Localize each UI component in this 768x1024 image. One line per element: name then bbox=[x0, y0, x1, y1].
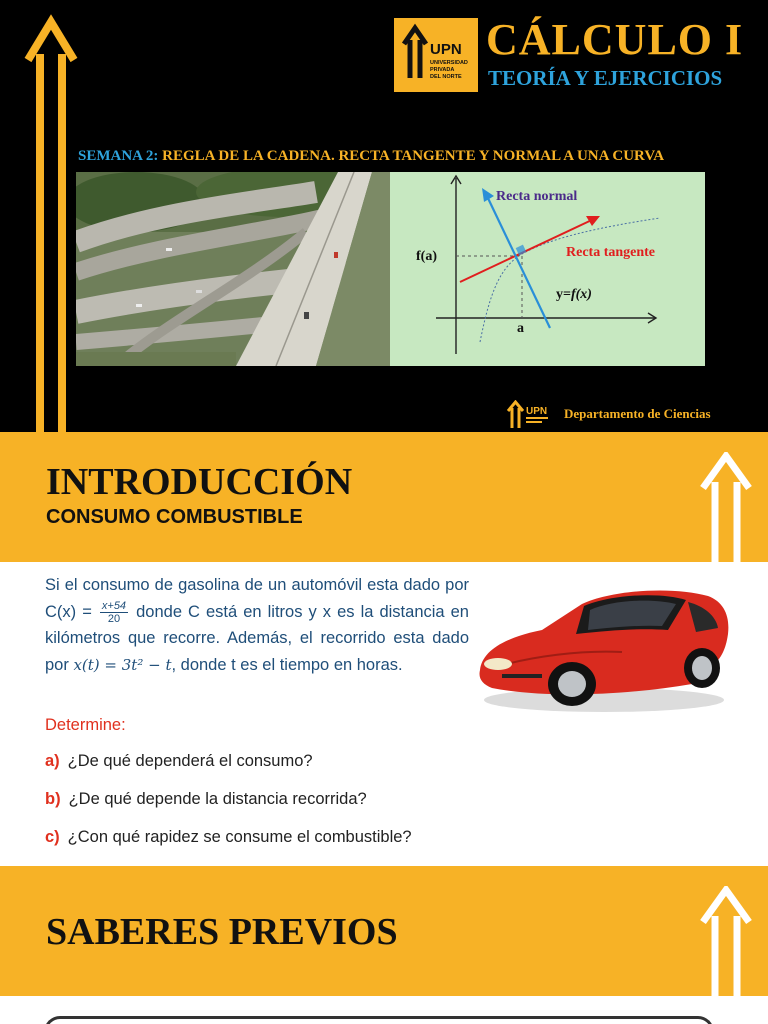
footer-upn-logo bbox=[506, 400, 556, 430]
prior-knowledge-body bbox=[0, 996, 768, 1024]
fa-label: f(a) bbox=[416, 249, 437, 264]
introduction-header bbox=[0, 432, 768, 562]
normal-label: Recta normal bbox=[496, 189, 578, 204]
content-box bbox=[44, 1016, 714, 1024]
question-c: c) ¿Con qué rapidez se consume el combustible? bbox=[45, 828, 412, 846]
intro-subtitle: CONSUMO COMBUSTIBLE bbox=[46, 506, 303, 528]
course-subtitle: TEORÍA Y EJERCICIOS bbox=[488, 66, 723, 90]
curve-label: y=f(x) bbox=[556, 287, 592, 302]
svg-text:PRIVADA: PRIVADA bbox=[430, 67, 455, 73]
week-topic: REGLA DE LA CADENA. RECTA TANGENTE Y NORMAL A UNA CURVA bbox=[162, 148, 665, 164]
up-arrow-icon bbox=[700, 452, 752, 562]
prior-knowledge-title: SABERES PREVIOS bbox=[46, 911, 398, 953]
department-label: Departamento de Ciencias bbox=[564, 406, 711, 421]
course-title: CÁLCULO I bbox=[486, 15, 744, 64]
svg-text:UPN: UPN bbox=[526, 406, 548, 417]
up-arrow-icon bbox=[700, 886, 752, 996]
highway-interchange-image bbox=[76, 172, 390, 366]
title-slide bbox=[0, 0, 768, 432]
red-car-image bbox=[472, 572, 734, 722]
determine-label: Determine: bbox=[45, 716, 126, 734]
logo-text: UPN bbox=[430, 41, 462, 58]
up-arrow-icon bbox=[24, 14, 78, 432]
svg-text:DEL NORTE: DEL NORTE bbox=[430, 74, 462, 80]
tangent-normal-diagram bbox=[390, 172, 705, 366]
distance-function: x(t) = 3t² − t bbox=[73, 655, 172, 674]
introduction-body bbox=[0, 562, 768, 866]
svg-text:UNIVERSIDAD: UNIVERSIDAD bbox=[430, 60, 468, 66]
question-b: b) ¿De qué depende la distancia recorrida? bbox=[45, 790, 367, 808]
problem-statement: Si el consumo de gasolina de un automóvil esta dado por C(x) = $\frac{x+54}{20}$ donde C está en litros y x es la distancia en kilómetros que recorre. Además, el recorrido esta dado por x(t) = 3t² − t, donde t es el tiempo en horas. bbox=[45, 576, 469, 674]
intro-title: INTRODUCCIÓN bbox=[46, 461, 353, 503]
week-label: SEMANA 2: bbox=[78, 148, 159, 164]
upn-logo bbox=[394, 18, 478, 92]
tangent-label: Recta tangente bbox=[566, 245, 656, 260]
question-a: a) ¿De qué dependerá el consumo? bbox=[45, 752, 313, 770]
a-label: a bbox=[517, 321, 524, 336]
week-heading bbox=[78, 148, 664, 165]
fraction: $\frac{x+54}{20}$ bbox=[101, 599, 127, 625]
prior-knowledge-header bbox=[0, 866, 768, 996]
